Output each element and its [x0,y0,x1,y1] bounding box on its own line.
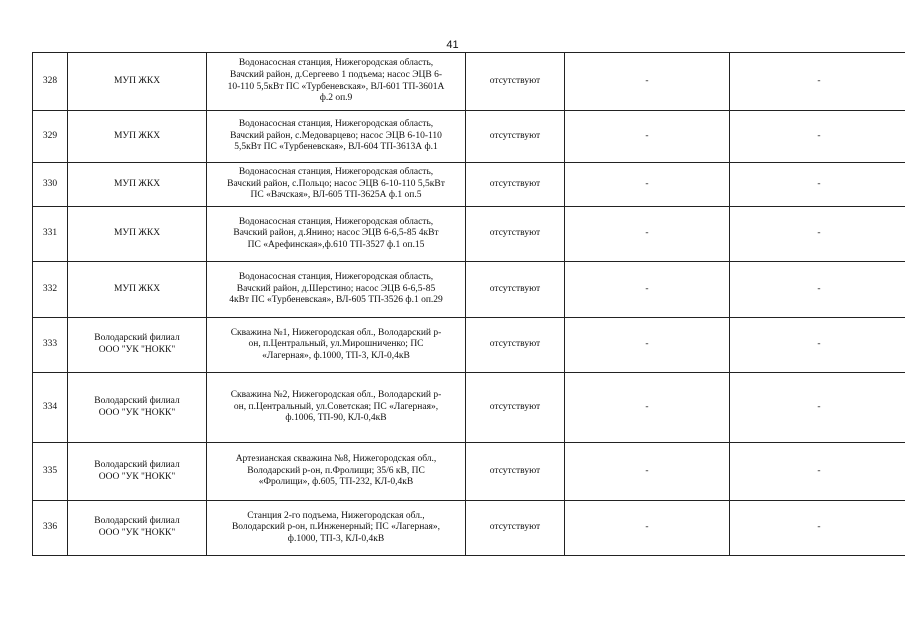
value-cell-line: - [817,75,821,86]
value-cell [565,318,730,373]
row-number [33,262,68,318]
object-description [207,262,466,318]
value-cell [565,163,730,207]
value-cell [730,111,905,163]
organization-line: Володарский филиал [94,333,180,344]
organization [68,111,207,163]
object-description-line: он, п.Центральный, ул.Советская; ПС «Лагерная», [233,401,439,412]
status-line: отсутствуют [489,465,541,476]
table-row [33,207,905,262]
value-cell [730,53,905,111]
row-number-line: 328 [42,75,58,86]
table-row [33,53,905,111]
object-description [207,111,466,163]
data-table [32,52,905,556]
value-cell [730,318,905,373]
value-cell-line: - [817,339,821,350]
row-number-line: 331 [42,228,58,239]
value-cell-line: - [645,522,649,533]
table-row [33,163,905,207]
value-cell-line: - [645,130,649,141]
organization [68,207,207,262]
object-description-line: Водонасосная станция, Нижегородская область, [238,216,434,227]
row-number-line: 333 [42,339,58,350]
status-line: отсутствуют [489,75,541,86]
object-description [207,443,466,501]
object-description [207,501,466,556]
row-number [33,318,68,373]
object-description-line: 5,5кВт ПС «Турбеневская», ВЛ-604 ТП-3613А ф.1 [234,142,438,153]
value-cell [565,262,730,318]
row-number-line: 329 [42,130,58,141]
value-cell-line: - [645,465,649,476]
organization-line: ООО "УК "НОКК" [98,345,176,355]
organization-line: ООО "УК "НОКК" [98,407,176,418]
object-description-line: ПС «Вачская», ВЛ-605 ТП-3625А ф.1 оп.5 [250,190,422,201]
organization [68,373,207,443]
table-row [33,443,905,501]
object-description [207,373,466,443]
organization-line: МУП ЖКХ [113,75,161,86]
value-cell [565,53,730,111]
object-description-line: Станция 2-го подъема, Нижегородская обл., [247,510,425,521]
status [466,501,565,556]
row-number-line: 334 [42,401,58,412]
status-line: отсутствуют [489,283,541,294]
organization [68,443,207,501]
value-cell [565,501,730,556]
object-description-line: Водонасосная станция, Нижегородская область, [238,167,434,178]
organization-line: Володарский филиал [94,459,180,470]
value-cell-line: - [645,283,649,294]
value-cell [565,373,730,443]
status [466,53,565,111]
status [466,443,565,501]
object-description-line: Скважина №2, Нижегородская обл., Володарский р- [230,390,442,401]
value-cell [730,207,905,262]
value-cell-line: - [817,130,821,141]
row-number-line: 332 [42,283,58,294]
value-cell-line: - [645,228,649,239]
organization-line: МУП ЖКХ [113,130,161,141]
object-description-line: Вачский район, д.Янино; насос ЭЦВ 6-6,5-85 4кВт [233,228,439,239]
value-cell-line: - [817,465,821,476]
organization-line: Володарский филиал [94,395,180,406]
row-number [33,373,68,443]
object-description-line: 4кВт ПС «Турбеневская», ВЛ-605 ТП-3526 ф.1 оп.29 [229,295,443,306]
value-cell-line: - [817,283,821,294]
object-description-line: Водонасосная станция, Нижегородская область, [238,272,434,283]
object-description-line: ПС «Арефинская»,ф.610 ТП-3527 ф.1 оп.15 [247,239,425,250]
status [466,207,565,262]
status-line: отсутствуют [489,130,541,141]
value-cell-line: - [645,75,649,86]
value-cell-line: - [817,401,821,412]
value-cell-line: - [645,339,649,350]
value-cell-line: - [817,228,821,239]
status-line: отсутствуют [489,178,541,189]
status [466,262,565,318]
object-description-line: ф.1000, ТП-3, КЛ-0,4кВ [287,533,385,544]
value-cell [565,111,730,163]
value-cell [565,443,730,501]
row-number-line: 335 [42,465,58,476]
row-number [33,443,68,501]
status [466,318,565,373]
value-cell-line: - [817,178,821,189]
row-number-line: 330 [42,178,58,189]
organization [68,318,207,373]
value-cell [730,163,905,207]
value-cell-line: - [645,401,649,412]
object-description [207,163,466,207]
status [466,111,565,163]
organization-line: МУП ЖКХ [113,283,161,294]
object-description-line: Водонасосная станция, Нижегородская область, [238,58,434,69]
organization [68,262,207,318]
object-description-line: Вачский район, с.Медоварцево; насос ЭЦВ 6-10-110 [230,130,442,141]
value-cell-line: - [817,522,821,533]
object-description-line: Артезианская скважина №8, Нижегородская обл., [235,454,437,465]
page-number: 41 [446,39,459,51]
organization-line: ООО "УК "НОКК" [98,528,176,538]
object-description-line: «Лагерная», ф.1000, ТП-3, КЛ-0,4кВ [262,350,410,361]
object-description-line: «Фролищи», ф.605, ТП-232, КЛ-0,4кВ [258,477,414,488]
status-line: отсутствуют [489,522,541,533]
organization-line: ООО "УК "НОКК" [98,471,176,482]
object-description-line: Вачский район, с.Польцо; насос ЭЦВ 6-10-110 5,5кВт [227,178,445,189]
organization-line: МУП ЖКХ [113,178,161,189]
table-row [33,111,905,163]
status [466,163,565,207]
organization [68,501,207,556]
value-cell-line: - [645,178,649,189]
status-line: отсутствуют [489,401,541,412]
organization [68,163,207,207]
table-body [33,53,905,556]
value-cell [730,501,905,556]
organization-line: МУП ЖКХ [113,228,161,239]
row-number [33,163,68,207]
value-cell [730,373,905,443]
row-number [33,501,68,556]
table-row [33,318,905,373]
object-description-line: Вачский район, д.Шерстино; насос ЭЦВ 6-6,5-85 [236,283,436,294]
organization-line: Володарский филиал [94,516,180,527]
object-description [207,318,466,373]
object-description-line: Скважина №1, Нижегородская обл., Володарский р- [230,327,442,338]
object-description-line: Водонасосная станция, Нижегородская область, [238,119,434,130]
table-row [33,262,905,318]
object-description-line: 10-110 5,5кВт ПС «Турбеневская», ВЛ-601 ТП-3601А [227,81,445,92]
object-description-line: ф.2 оп.9 [319,93,353,104]
object-description-line: Вачский район, д.Сергеево 1 подъема; насос ЭЦВ 6- [229,69,442,80]
status-line: отсутствуют [489,339,541,350]
value-cell [730,262,905,318]
row-number-line: 336 [42,522,58,533]
object-description [207,207,466,262]
row-number [33,207,68,262]
status [466,373,565,443]
table-row [33,501,905,556]
object-description-line: Володарский р-он, п.Фролищи; 35/6 кВ, ПС [247,465,425,476]
organization [68,53,207,111]
object-description-line: ф.1006, ТП-90, КЛ-0,4кВ [285,413,387,424]
row-number [33,111,68,163]
status-line: отсутствуют [489,228,541,239]
object-description [207,53,466,111]
table-row [33,373,905,443]
value-cell [730,443,905,501]
row-number [33,53,68,111]
value-cell [565,207,730,262]
object-description-line: он, п.Центральный, ул.Мирошниченко; ПС [248,339,424,350]
object-description-line: Володарский р-он, п.Инженерный; ПС «Лагерная», [231,522,441,533]
